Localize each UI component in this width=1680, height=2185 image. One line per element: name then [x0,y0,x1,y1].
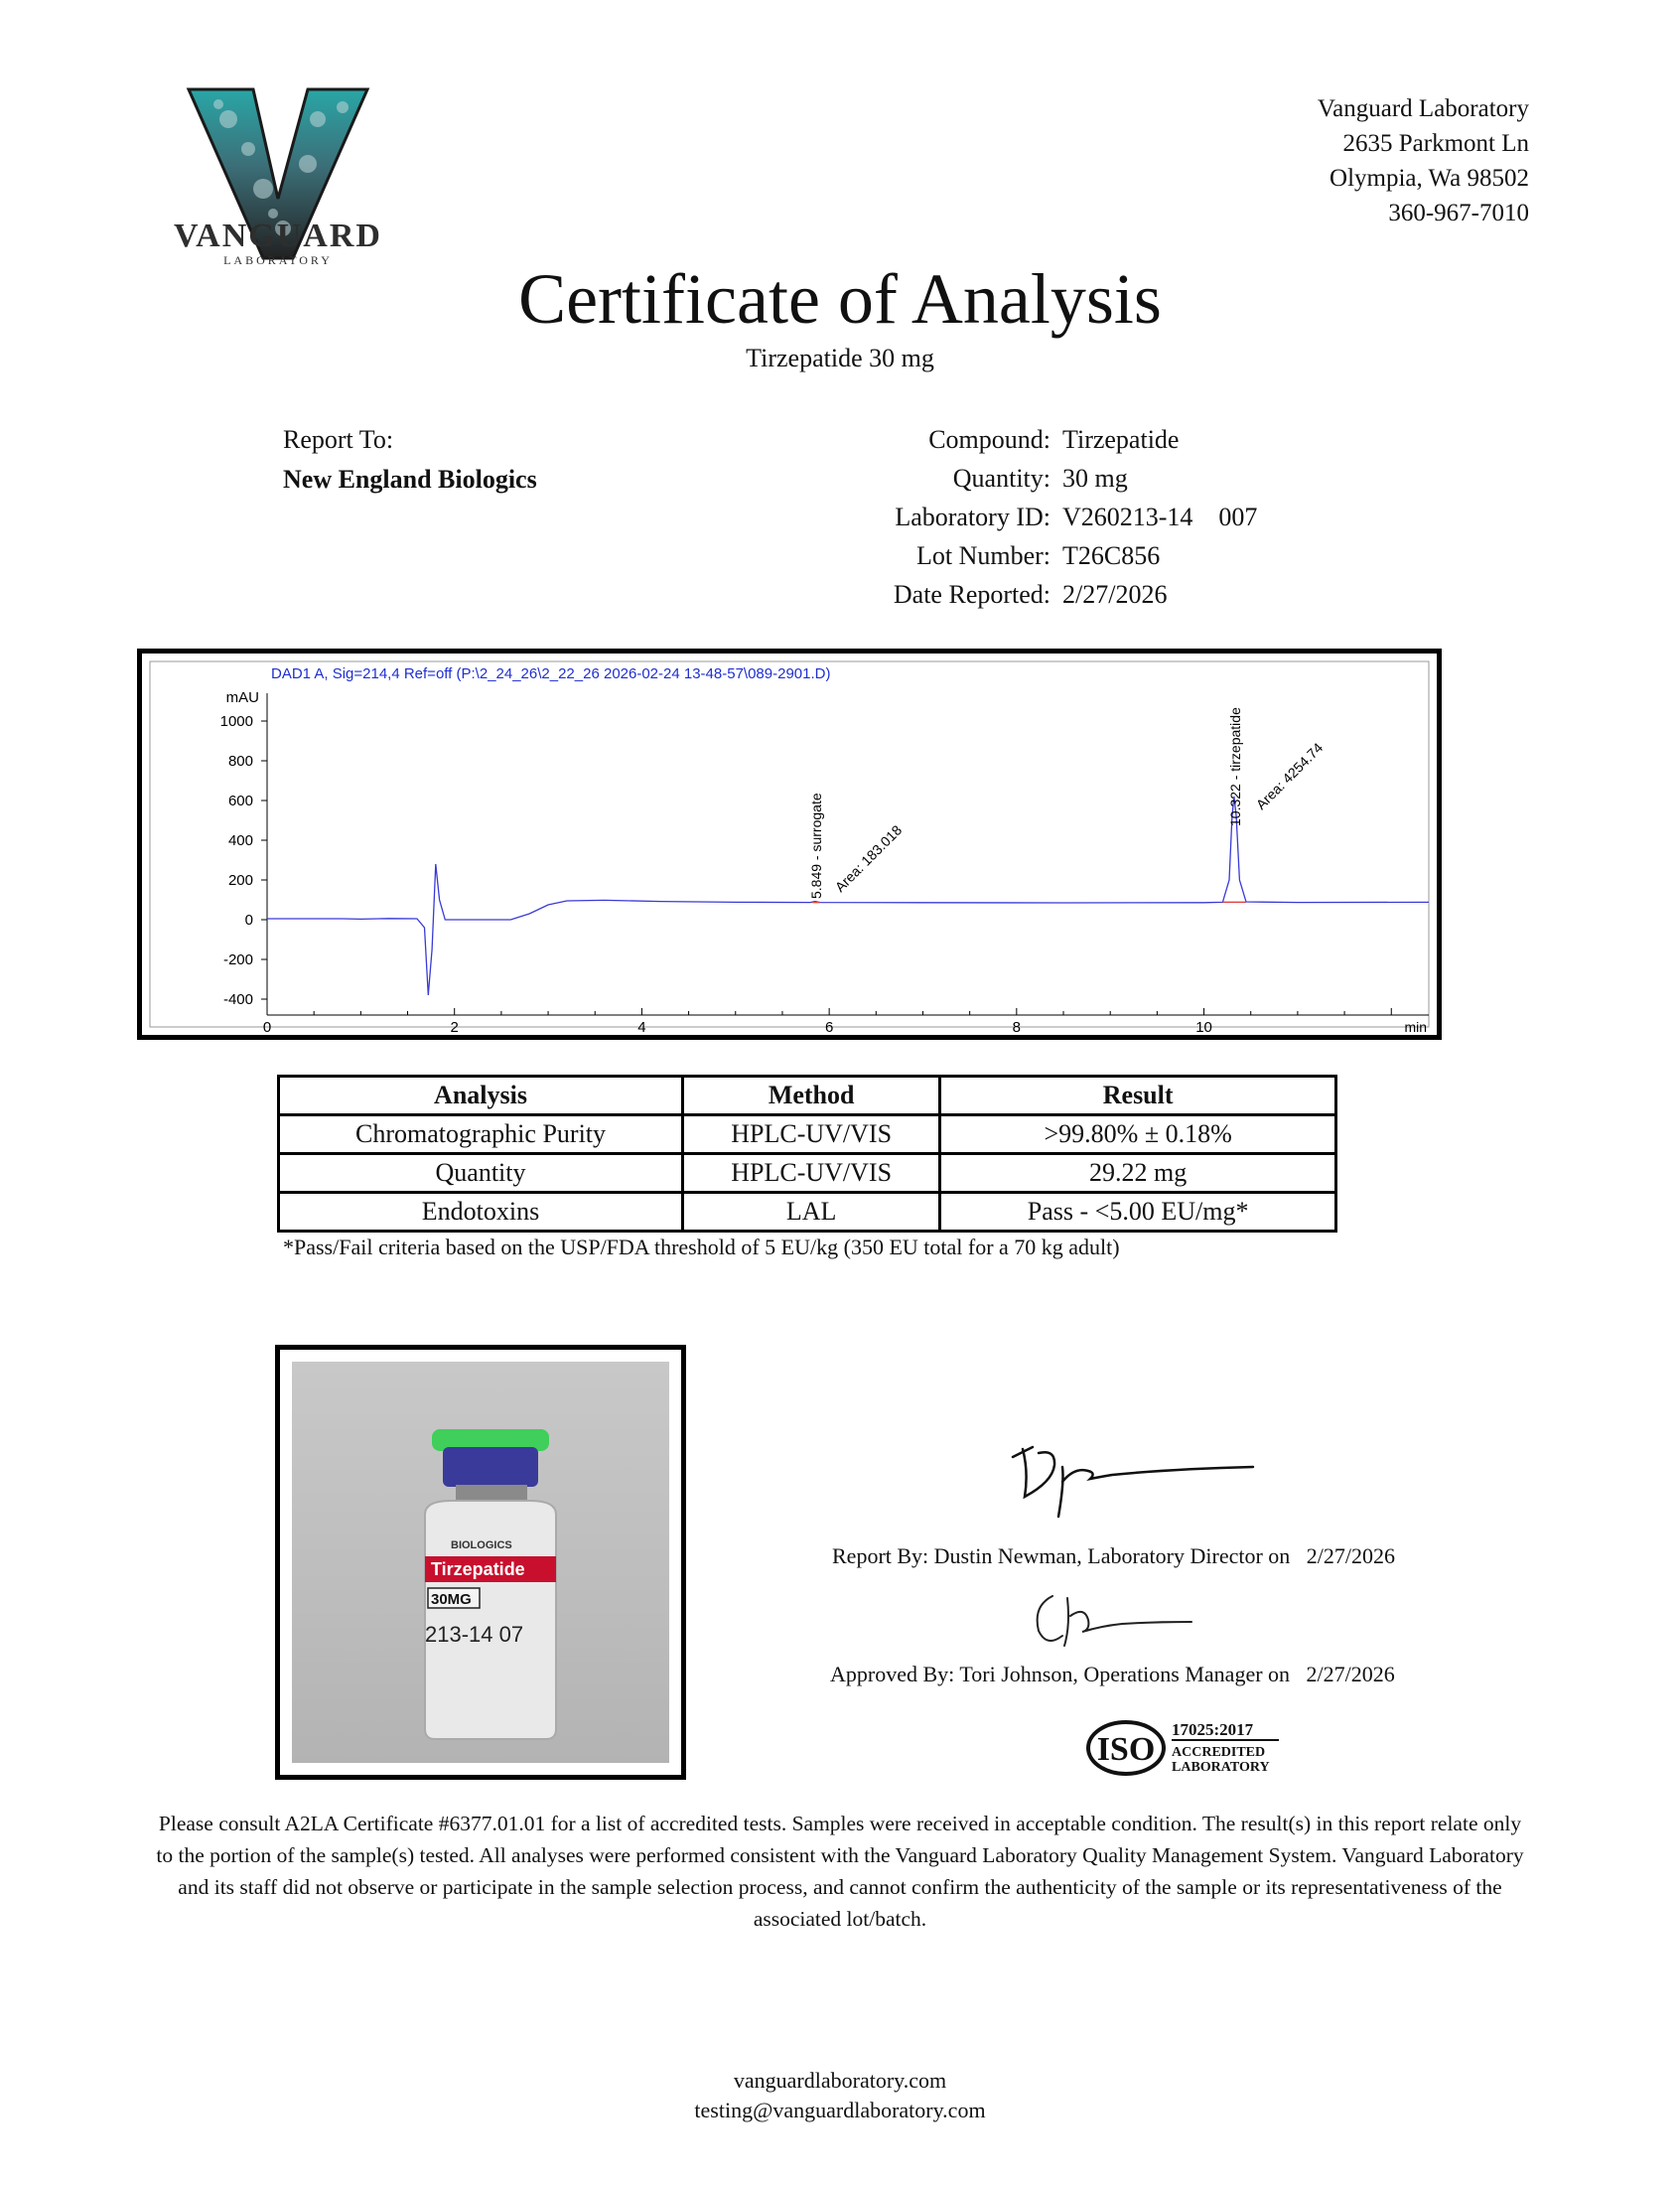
cell-method: LAL [683,1193,940,1232]
vial-photo [292,1362,669,1763]
table-row [279,1154,1336,1193]
chromatogram [137,649,1442,1040]
vial-dose: 30MG [431,1591,472,1608]
info-value: T26C856 [1062,541,1161,570]
info-label: Compound: [928,425,1050,454]
info-value: V260213-14 007 [1062,503,1258,531]
logo-tagline: LABORATORY [223,253,333,267]
chart-title: DAD1 A, Sig=214,4 Ref=off (P:\2_24_26\2_22_26 2026-02-24 13-48-57\089-2901.D) [271,665,831,682]
info-value: 2/27/2026 [1062,580,1168,609]
table-header-row [279,1077,1336,1115]
cell-method: HPLC-UV/VIS [683,1115,940,1154]
client-name: New England Biologics [283,465,537,494]
y-tick-label: 400 [227,832,253,849]
chromatogram-trace [267,797,1429,995]
y-tick-label: -200 [222,951,253,968]
peak-label: 5.849 - surrogate [807,793,824,899]
vial-code: 213-14 07 [425,1622,524,1647]
info-row [814,575,1257,614]
report-to-label: Report To: [283,425,394,454]
y-tick-label: 600 [227,793,253,809]
iso-mark: ISO [1096,1731,1156,1768]
manager-signature [1023,1586,1201,1656]
peak-area-label: Area: 4254.74 [1252,739,1327,813]
y-tick-label: 1000 [219,713,253,730]
y-tick-label: 200 [227,872,253,889]
info-row [814,459,1257,498]
table-row [279,1193,1336,1232]
y-tick-label: -400 [222,991,253,1008]
page-subtitle: Tirzepatide 30 mg [746,344,934,372]
lab-address [1318,91,1529,230]
info-label: Quantity: [952,464,1050,493]
lab-phone: 360-967-7010 [1388,200,1529,226]
report-by-line: Report By: Dustin Newman, Laboratory Director on 2/27/2026 [832,1543,1396,1568]
cell-analysis: Quantity [279,1154,683,1193]
vial-product: Tirzepatide [431,1559,525,1579]
y-tick-label: 800 [227,753,253,770]
lab-name: Vanguard Laboratory [1317,95,1529,122]
cell-result: 29.22 mg [940,1154,1336,1193]
iso-standard: 17025:2017 [1172,1720,1254,1739]
results-table [277,1075,1337,1233]
x-axis-label: min [1404,1019,1427,1035]
lab-street: 2635 Parkmont Ln [1342,130,1529,157]
x-tick-label: 2 [450,1019,459,1035]
info-label: Laboratory ID: [895,503,1050,531]
y-tick-label: 0 [244,912,253,929]
info-value: 30 mg [1062,464,1128,493]
footer-website: vanguardlaboratory.com [733,2068,947,2093]
director-signature [993,1427,1271,1527]
iso-line1: ACCREDITED [1172,1745,1266,1760]
report-to [283,420,537,500]
x-tick-label: 4 [637,1019,646,1035]
header-analysis: Analysis [279,1077,683,1115]
info-row [814,420,1257,459]
approved-by-line: Approved By: Tori Johnson, Operations Manager on 2/27/2026 [830,1662,1395,1686]
peak-area-label: Area: 183.018 [831,821,906,896]
info-row [814,498,1257,536]
cell-analysis: Endotoxins [279,1193,683,1232]
disclaimer: Please consult A2LA Certificate #6377.01.01 for a list of accredited tests. Samples were received in acceptable condition. The result(s) in this report relate only to the portion of the sample(s) tested. All analyses were performed consistent with the Vanguard Laboratory Quality Management System. Vanguard Laboratory and its staff did not observe or participate in the sample selection process, and cannot confirm the authenticity of the sample or its representativeness of the associated lot/batch. [156,1812,1524,1931]
page-title: Certificate of Analysis [518,259,1162,339]
info-value: Tirzepatide [1062,425,1180,454]
peak-label: 10.322 - tirzepatide [1226,707,1243,826]
x-tick-label: 8 [1012,1019,1022,1035]
info-label: Lot Number: [915,541,1050,570]
cell-result: >99.80% ± 0.18% [940,1115,1336,1154]
footer-email: testing@vanguardlaboratory.com [694,2098,986,2122]
header-method: Method [683,1077,940,1115]
chromatogram-plot [142,654,1437,1035]
info-label: Date Reported: [893,580,1050,609]
iso-accreditation-badge [1084,1715,1283,1781]
x-tick-label: 10 [1195,1019,1212,1035]
footer-contact [0,2066,1680,2125]
table-footnote: *Pass/Fail criteria based on the USP/FDA threshold of 5 EU/kg (350 EU total for a 70 kg adult) [283,1235,1120,1259]
vanguard-logo [159,79,397,278]
table-row [279,1115,1336,1154]
vial-brand: BIOLOGICS [451,1539,512,1551]
cell-result: Pass - <5.00 EU/mg* [940,1193,1336,1232]
x-tick-label: 6 [824,1019,834,1035]
x-tick-label: 0 [262,1019,272,1035]
header-result: Result [940,1077,1336,1115]
logo-brand: VANGUARD [174,218,382,254]
cell-analysis: Chromatographic Purity [279,1115,683,1154]
info-row [814,536,1257,575]
iso-line2: LABORATORY [1172,1760,1270,1775]
lab-city: Olympia, Wa 98502 [1330,165,1529,192]
sample-info [814,420,1257,614]
y-axis-label: mAU [225,689,259,706]
cell-method: HPLC-UV/VIS [683,1154,940,1193]
vial-crimp [443,1447,538,1487]
sample-photo-frame [275,1345,686,1780]
